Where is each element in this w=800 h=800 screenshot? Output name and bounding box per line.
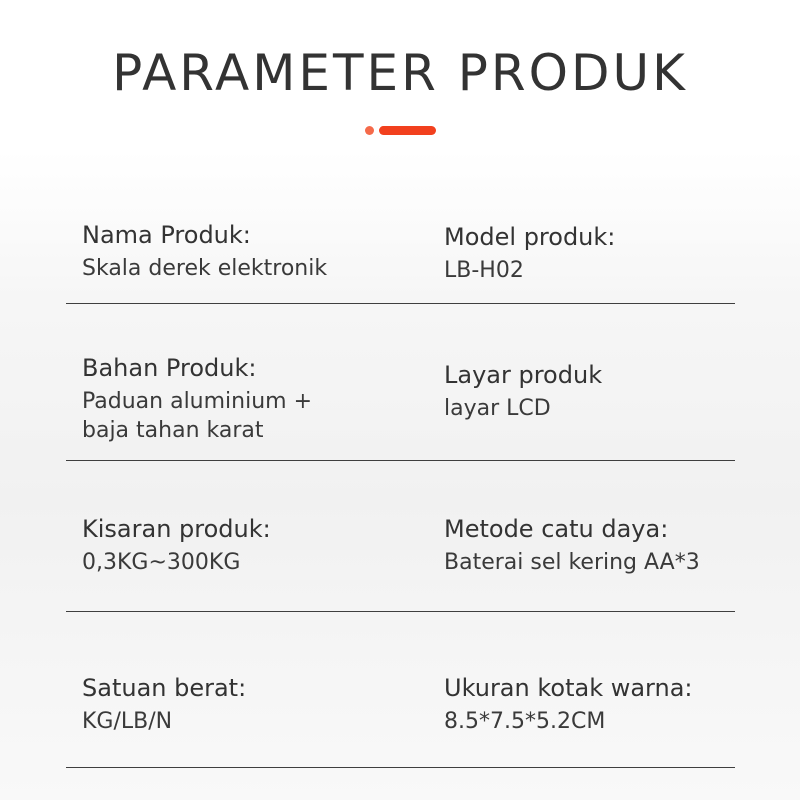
spec-value: layar LCD [444, 396, 551, 421]
spec-item-product-range [82, 513, 402, 577]
spec-value: Baterai sel kering AA*3 [444, 550, 700, 575]
spec-label: Layar produk [444, 361, 603, 389]
spec-item-box-size [444, 672, 744, 736]
accent-dot [365, 126, 374, 135]
spec-row [66, 190, 735, 304]
spec-label: Nama Produk: [82, 221, 251, 249]
spec-label: Satuan berat: [82, 674, 247, 702]
spec-label: Ukuran kotak warna: [444, 674, 693, 702]
spec-row [66, 461, 735, 612]
spec-item-product-screen [444, 359, 744, 423]
spec-item-power-method [444, 513, 744, 577]
spec-value: Paduan aluminium + [82, 389, 313, 414]
page-title: PARAMETER PRODUK [112, 44, 688, 102]
spec-label: Bahan Produk: [82, 354, 257, 382]
spec-row [66, 304, 735, 461]
spec-value: LB-H02 [444, 258, 524, 283]
spec-item-product-material [82, 352, 402, 445]
spec-label: Metode catu daya: [444, 515, 669, 543]
title-accent-decoration [365, 126, 437, 135]
spec-item-product-model [444, 221, 744, 285]
spec-value: 8.5*7.5*5.2CM [444, 709, 606, 734]
spec-label: Model produk: [444, 223, 616, 251]
spec-value: baja tahan karat [82, 418, 264, 443]
spec-value: Skala derek elektronik [82, 256, 328, 281]
spec-value: 0,3KG~300KG [82, 550, 241, 575]
spec-row [66, 612, 735, 768]
spec-item-weight-unit [82, 672, 402, 736]
accent-bar [379, 126, 436, 135]
spec-label: Kisaran produk: [82, 515, 271, 543]
spec-value: KG/LB/N [82, 709, 173, 734]
spec-item-product-name [82, 219, 402, 283]
